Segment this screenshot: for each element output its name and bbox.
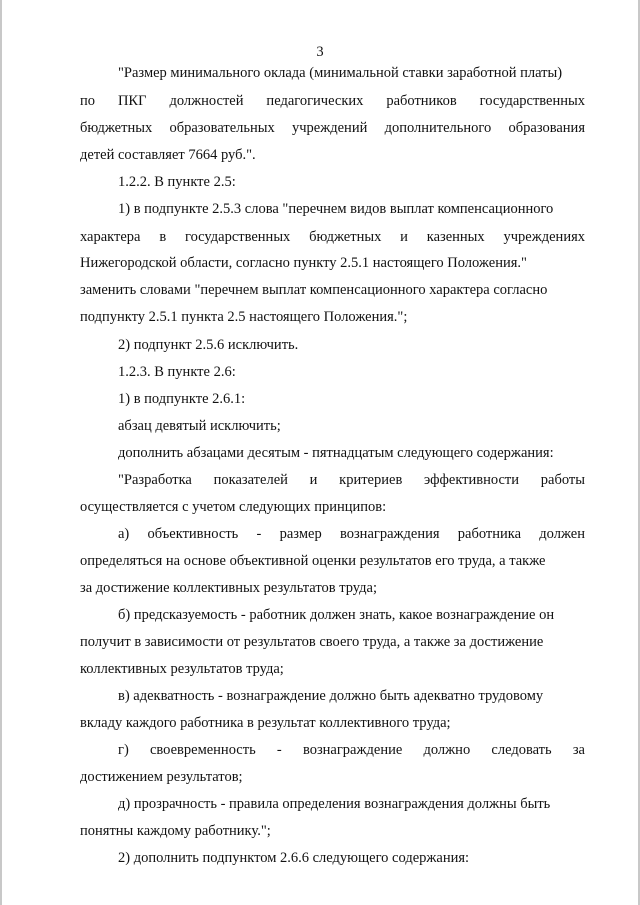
- text-line: 1.2.2. В пункте 2.5:: [118, 174, 236, 190]
- page-number: 3: [316, 44, 324, 60]
- text-line: достижением результатов;: [80, 769, 243, 785]
- text-line: понятны каждому работнику.";: [80, 823, 271, 839]
- text-line: получит в зависимости от результатов своего труда, а также за достижение: [80, 634, 544, 650]
- text-line: д) прозрачность - правила определения вознаграждения должны быть: [118, 796, 551, 812]
- text-line: осуществляется с учетом следующих принципов:: [80, 499, 387, 515]
- text-line: "Разработка показателей и критериев эффективности работы: [118, 472, 585, 488]
- text-line: б) предсказуемость - работник должен знать, какое вознаграждение он: [118, 607, 555, 623]
- text-line: 1) в подпункте 2.5.3 слова "перечнем видов выплат компенсационного: [118, 201, 554, 217]
- text-line: а) объективность - размер вознаграждения работника должен: [118, 526, 585, 542]
- text-line: бюджетных образовательных учреждений дополнительного образования: [80, 120, 585, 136]
- text-line: "Размер минимального оклада (минимальной ставки заработной платы): [118, 65, 563, 81]
- text-line: дополнить абзацами десятым - пятнадцатым следующего содержания:: [118, 445, 554, 461]
- text-line: 2) дополнить подпунктом 2.6.6 следующего содержания:: [118, 850, 470, 866]
- text-line: 1) в подпункте 2.6.1:: [118, 391, 246, 407]
- text-line: за достижение коллективных результатов труда;: [80, 580, 377, 596]
- text-line: детей составляет 7664 руб.".: [80, 147, 256, 163]
- text-line: в) адекватность - вознаграждение должно быть адекватно трудовому: [118, 688, 544, 704]
- text-line: определяться на основе объективной оценки результатов его труда, а также: [80, 553, 546, 569]
- text-line: вкладу каждого работника в результат коллективного труда;: [80, 715, 451, 731]
- text-line: подпункту 2.5.1 пункта 2.5 настоящего Положения.";: [80, 309, 408, 325]
- text-line: коллективных результатов труда;: [80, 661, 284, 677]
- text-line: 2) подпункт 2.5.6 исключить.: [118, 337, 299, 353]
- text-line: Нижегородской области, согласно пункту 2.5.1 настоящего Положения.": [80, 255, 527, 271]
- text-line: абзац девятый исключить;: [118, 418, 281, 434]
- page-left-edge: [0, 0, 2, 905]
- text-line: по ПКГ должностей педагогических работников государственных: [80, 93, 585, 109]
- text-line: заменить словами "перечнем выплат компенсационного характера согласно: [80, 282, 548, 298]
- text-line: характера в государственных бюджетных и казенных учреждениях: [80, 229, 585, 245]
- text-line: г) своевременность - вознаграждение должно следовать за: [118, 742, 585, 758]
- text-line: 1.2.3. В пункте 2.6:: [118, 364, 236, 380]
